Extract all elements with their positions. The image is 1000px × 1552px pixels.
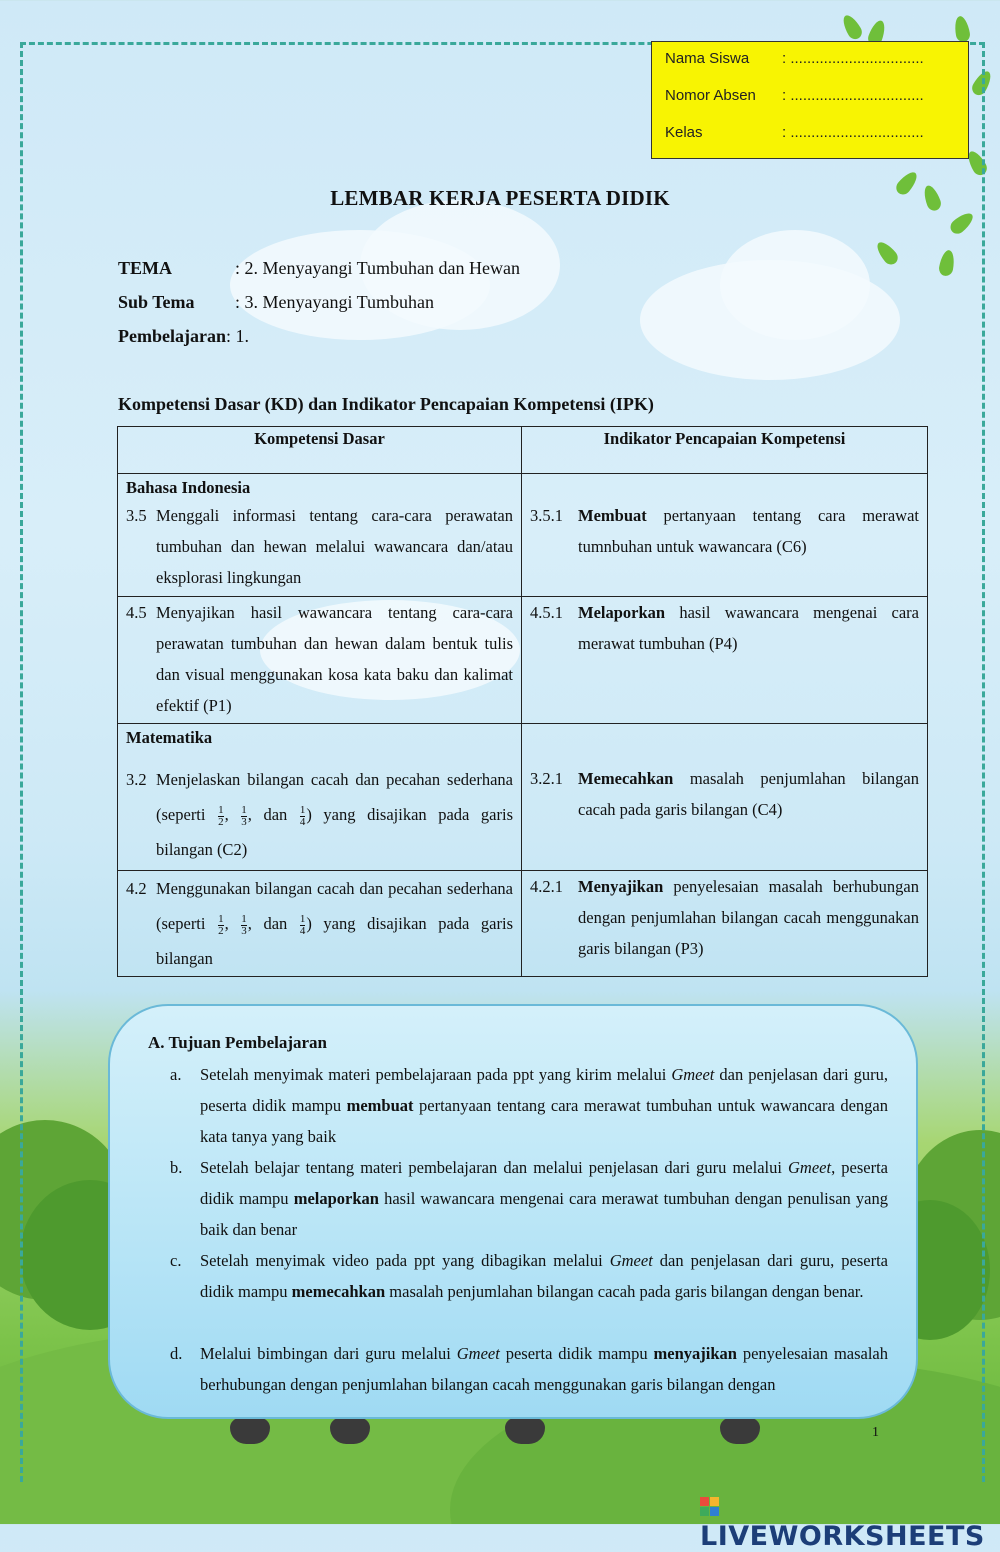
- kd-item: [118, 871, 521, 976]
- obj-part: Setelah menyimak video pada ppt yang dibagikan melalui: [200, 1251, 610, 1270]
- student-absen-field[interactable]: : ................................: [782, 87, 924, 104]
- objective-letter: d.: [170, 1344, 183, 1363]
- student-name-label: Nama Siswa: [665, 50, 750, 67]
- ipk-number: 3.2.1: [530, 769, 563, 788]
- frac-sep: ,: [224, 914, 241, 933]
- obj-part: Setelah menyimak materi pembelajaraan pada ppt yang kirim melalui: [200, 1065, 672, 1084]
- frac-num: 1: [218, 803, 224, 816]
- obj-italic: Gmeet: [609, 1251, 653, 1270]
- table-row: [118, 871, 928, 977]
- subject-bahasa: Bahasa Indonesia: [126, 478, 251, 497]
- frac-den: 3: [241, 924, 247, 937]
- obj-part: peserta didik mampu: [499, 1344, 654, 1363]
- kd-item: [118, 597, 521, 721]
- kd-number: 4.5: [126, 603, 147, 622]
- ipk-rest: hasil wawancara mengenai cara merawat tumbuhan (P4): [578, 603, 919, 653]
- kd-cell: [118, 871, 522, 977]
- frac-num: 1: [299, 803, 306, 816]
- kd-number: 4.2: [126, 879, 147, 898]
- ipk-verb: Memecahkan: [578, 769, 674, 788]
- student-class-field[interactable]: : ................................: [782, 124, 924, 141]
- obj-part: hasil wawancara mengenai cara merawat tumbuhan dengan penulisan yang baik dan benar: [200, 1189, 888, 1239]
- liveworksheets-logo[interactable]: [700, 1490, 1000, 1552]
- subtema-value: : 3. Menyayangi Tumbuhan: [235, 292, 435, 312]
- student-class-row[interactable]: [665, 124, 924, 141]
- obj-bold: menyajikan: [653, 1344, 737, 1363]
- ipk-item: [522, 763, 927, 825]
- ipk-item: [522, 871, 927, 964]
- frac-sep: ,: [224, 805, 241, 824]
- objective-letter: a.: [170, 1065, 182, 1084]
- ipk-rest: penyelesaian masalah berhubungan dengan penjumlahan bilangan cacah menggunakan garis bilangan (P3): [578, 877, 919, 958]
- objective-text: [200, 1245, 888, 1307]
- kd-cell: [118, 474, 522, 597]
- kd-text-start: Menggunakan bilangan cacah dan pecahan sederhana (seperti: [156, 879, 513, 933]
- obj-bold: membuat: [346, 1096, 414, 1115]
- ipk-text: [578, 597, 919, 659]
- obj-part: penyelesaian masalah berhubungan dengan penjumlahan bilangan cacah menggunakan garis bilangan dengan: [200, 1344, 888, 1394]
- objectives-heading: A. Tujuan Pembelajaran: [148, 1033, 327, 1052]
- frac-den: 3: [241, 815, 247, 828]
- fraction-third: [241, 805, 247, 828]
- ipk-number: 4.5.1: [530, 603, 563, 622]
- objective-item: [170, 1245, 888, 1307]
- kd-ipk-table: [117, 426, 928, 977]
- ipk-cell: [522, 597, 928, 724]
- frac-num: 1: [241, 912, 247, 925]
- obj-part: dan penjelasan dari guru, peserta didik mampu: [200, 1065, 888, 1115]
- frac-and: , dan: [247, 914, 299, 933]
- ipk-rest: masalah penjumlahan bilangan cacah pada garis bilangan (C4): [578, 769, 919, 819]
- objective-text: [200, 1152, 888, 1245]
- pembelajaran-value: : 1.: [225, 326, 249, 346]
- objective-letter: c.: [170, 1251, 182, 1270]
- ipk-verb: Menyajikan: [578, 877, 664, 896]
- frac-num: 1: [241, 803, 247, 816]
- obj-part: Setelah belajar tentang materi pembelajaran dan melalui penjelasan dari guru melalui: [200, 1158, 788, 1177]
- obj-italic: Gmeet: [456, 1344, 500, 1363]
- ipk-text: [578, 871, 919, 964]
- kd-number: 3.5: [126, 506, 147, 525]
- tema-value: : 2. Menyayangi Tumbuhan dan Hewan: [235, 258, 520, 278]
- ipk-verb: Melaporkan: [578, 603, 666, 622]
- obj-italic: Gmeet: [671, 1065, 715, 1084]
- ipk-item: [522, 500, 927, 562]
- kd-text: [156, 871, 513, 976]
- pembelajaran-label: Pembelajaran: [118, 326, 226, 346]
- table-row: [118, 474, 928, 597]
- ipk-rest: pertanyaan tentang cara merawat tumnbuhan untuk wawancara (C6): [578, 506, 919, 556]
- frac-and: , dan: [247, 805, 299, 824]
- objective-item: [170, 1338, 888, 1400]
- table-row: [118, 597, 928, 724]
- ipk-verb: Membuat: [578, 506, 647, 525]
- header-kd: Kompetensi Dasar: [118, 427, 522, 474]
- fraction-quarter: [300, 805, 306, 828]
- ipk-cell: [522, 871, 928, 977]
- objective-item: [170, 1152, 888, 1245]
- frac-den: 2: [218, 815, 224, 828]
- ipk-text: [578, 763, 919, 825]
- objective-letter: b.: [170, 1158, 183, 1177]
- kd-text: [156, 762, 513, 867]
- fraction-half: [218, 805, 224, 828]
- table-row: [118, 724, 928, 871]
- obj-bold: memecahkan: [291, 1282, 386, 1301]
- kd-cell: [118, 597, 522, 724]
- fraction-quarter: [300, 914, 306, 937]
- obj-part: masalah penjumlahan bilangan cacah pada garis bilangan dengan benar.: [385, 1282, 864, 1301]
- logo-text: LIVEWORKSHEETS: [700, 1521, 985, 1552]
- student-name-row[interactable]: [665, 50, 924, 67]
- frac-den: 4: [299, 924, 306, 937]
- kd-text-end: ) yang disajikan pada garis bilangan: [156, 914, 514, 968]
- logo-icon: [700, 1497, 719, 1516]
- tema-line: [118, 258, 520, 279]
- ipk-number: 4.2.1: [530, 877, 563, 896]
- frac-num: 1: [299, 912, 306, 925]
- objective-text: [200, 1338, 888, 1400]
- kd-item: [118, 762, 521, 867]
- kd-text: Menyajikan hasil wawancara tentang cara-cara perawatan tumbuhan dan hewan dalam bentuk tulis dan visual menggunakan kosa kata baku dan kalimat efektif (P1): [156, 603, 513, 715]
- subtema-line: [118, 292, 434, 313]
- fraction-half: [218, 914, 224, 937]
- student-absen-label: Nomor Absen: [665, 87, 756, 104]
- kd-text-start: Menjelaskan bilangan cacah dan pecahan sederhana (seperti: [156, 770, 513, 824]
- student-name-field[interactable]: : ................................: [782, 50, 924, 67]
- objectives-panel: [108, 1004, 918, 1419]
- kd-item: [118, 500, 521, 593]
- fraction-third: [241, 914, 247, 937]
- frac-den: 4: [299, 815, 306, 828]
- student-info-box: [651, 41, 969, 159]
- header-ipk: Indikator Pencapaian Kompetensi: [522, 427, 928, 474]
- obj-part: Melalui bimbingan dari guru melalui: [200, 1344, 457, 1363]
- page-title: LEMBAR KERJA PESERTA DIDIK: [330, 186, 670, 210]
- frac-num: 1: [218, 912, 224, 925]
- obj-part: dan penjelasan dari guru, peserta didik mampu: [200, 1251, 888, 1301]
- ipk-text: [578, 500, 919, 562]
- obj-bold: melaporkan: [293, 1189, 379, 1208]
- kd-cell: [118, 724, 522, 871]
- pembelajaran-line: [118, 326, 249, 347]
- obj-part: pertanyaan tentang cara merawat tumbuhan untuk wawancara dengan kata tanya yang baik: [200, 1096, 888, 1146]
- obj-part: , peserta didik mampu: [200, 1158, 888, 1208]
- kd-text: Menggali informasi tentang cara-cara perawatan tumbuhan dan hewan melalui wawancara dan/atau eksplorasi lingkungan: [156, 506, 513, 587]
- page-number: 1: [872, 1425, 879, 1440]
- leaf-decoration: [839, 12, 864, 42]
- ipk-number: 3.5.1: [530, 506, 563, 525]
- subtema-label: Sub Tema: [118, 292, 195, 312]
- kd-number: 3.2: [126, 770, 147, 789]
- kd-section-title: Kompetensi Dasar (KD) dan Indikator Pencapaian Kompetensi (IPK): [118, 394, 654, 414]
- leaf-decoration: [953, 15, 971, 43]
- ipk-cell: [522, 474, 928, 597]
- subject-matematika: Matematika: [126, 728, 213, 747]
- student-class-label: Kelas: [665, 124, 703, 141]
- table-header-row: [118, 427, 928, 474]
- student-absen-row[interactable]: [665, 87, 924, 104]
- ipk-cell: [522, 724, 928, 871]
- tema-label: TEMA: [118, 258, 172, 278]
- obj-italic: Gmeet: [788, 1158, 832, 1177]
- objective-item: [170, 1059, 888, 1152]
- objective-text: [200, 1059, 888, 1152]
- ipk-item: [522, 597, 927, 659]
- kd-text-end: ) yang disajikan pada garis bilangan (C2): [156, 805, 514, 859]
- frac-den: 2: [218, 924, 224, 937]
